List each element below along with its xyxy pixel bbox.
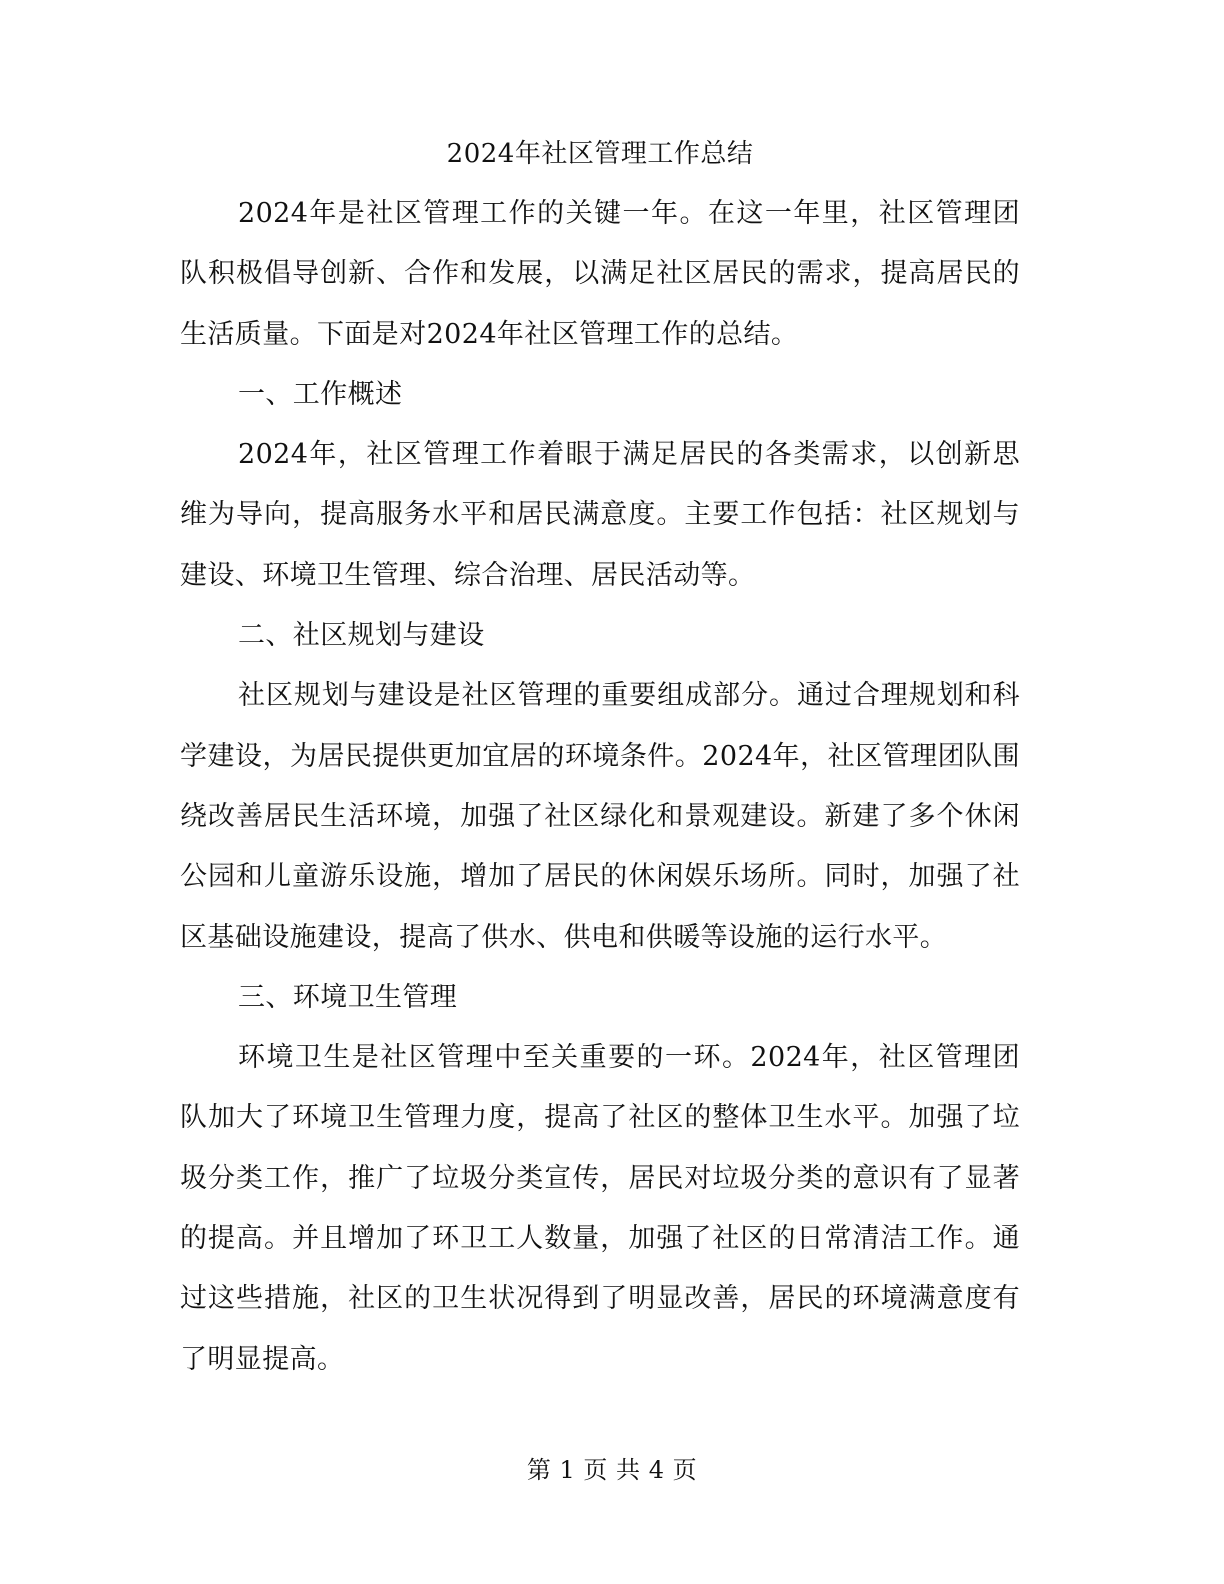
page-number-footer: 第 1 页 共 4 页	[526, 1456, 698, 1484]
document-page	[180, 124, 1020, 1390]
planning-paragraph: 社区规划与建设是社区管理的重要组成部分。通过合理规划和科学建设，为居民提供更加宜居的环境条件。2024年，社区管理团队围绕改善居民生活环境，加强了社区绿化和景观建设。新建了多个休闲公园和儿童游乐设施，增加了居民的休闲娱乐场所。同时，加强了社区基础设施建设，提高了供水、供电和供暖等设施的运行水平。	[180, 680, 1020, 953]
sanitation-paragraph: 环境卫生是社区管理中至关重要的一环。2024年，社区管理团队加大了环境卫生管理力度，提高了社区的整体卫生水平。加强了垃圾分类工作，推广了垃圾分类宣传，居民对垃圾分类的意识有了显著的提高。并且增加了环卫工人数量，加强了社区的日常清洁工作。通过这些措施，社区的卫生状况得到了明显改善，居民的环境满意度有了明显提高。	[180, 1042, 1020, 1375]
section-heading-overview: 一、工作概述	[238, 378, 403, 410]
overview-paragraph: 2024年，社区管理工作着眼于满足居民的各类需求，以创新思维为导向，提高服务水平和居民满意度。主要工作包括：社区规划与建设、环境卫生管理、综合治理、居民活动等。	[180, 439, 1020, 591]
document-title: 2024年社区管理工作总结	[446, 139, 754, 169]
section-heading-planning: 二、社区规划与建设	[238, 620, 485, 652]
section-heading-sanitation: 三、环境卫生管理	[238, 981, 458, 1013]
intro-paragraph: 2024年是社区管理工作的关键一年。在这一年里，社区管理团队积极倡导创新、合作和发展，以满足社区居民的需求，提高居民的生活质量。下面是对2024年社区管理工作的总结。	[180, 198, 1020, 350]
